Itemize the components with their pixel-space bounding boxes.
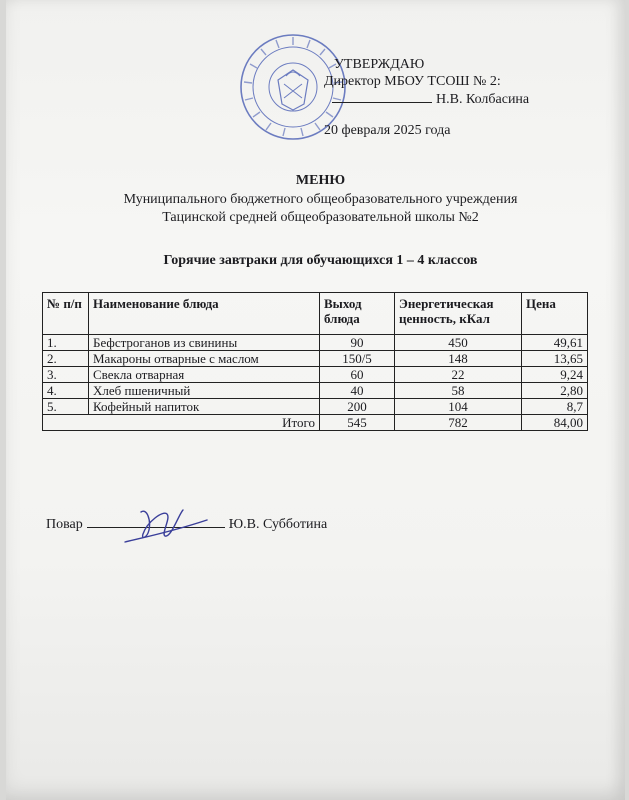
row-yield: 90 bbox=[320, 335, 395, 351]
approval-position: Директор МБОУ ТСОШ № 2: bbox=[324, 74, 501, 89]
row-yield: 40 bbox=[320, 383, 395, 399]
row-yield: 150/5 bbox=[320, 351, 395, 367]
table-total-row bbox=[43, 415, 588, 431]
row-number: 3. bbox=[43, 367, 89, 383]
total-energy: 782 bbox=[395, 415, 522, 431]
row-dish-name: Хлеб пшеничный bbox=[89, 383, 320, 399]
organization-line-1: Муниципального бюджетного общеобразовательного учреждения bbox=[123, 192, 518, 207]
row-yield: 60 bbox=[320, 367, 395, 383]
row-energy: 148 bbox=[395, 351, 522, 367]
row-energy: 58 bbox=[395, 383, 522, 399]
header-price: Цена bbox=[522, 293, 588, 335]
approval-block bbox=[324, 56, 529, 139]
row-energy: 450 bbox=[395, 335, 522, 351]
total-price: 84,00 bbox=[522, 415, 588, 431]
approval-title: УТВЕРЖДАЮ bbox=[334, 57, 425, 72]
header-number: № п/п bbox=[43, 293, 89, 335]
menu-subtitle: Горячие завтраки для обучающихся 1 – 4 классов bbox=[163, 253, 478, 268]
row-dish-name: Свекла отварная bbox=[89, 367, 320, 383]
row-price: 2,80 bbox=[522, 383, 588, 399]
row-dish-name: Бефстроганов из свинины bbox=[89, 335, 320, 351]
row-yield: 200 bbox=[320, 399, 395, 415]
row-number: 5. bbox=[43, 399, 89, 415]
table-row bbox=[43, 383, 588, 399]
header-energy: Энергетическая ценность, кКал bbox=[395, 293, 522, 335]
header-dish-name: Наименование блюда bbox=[89, 293, 320, 335]
approval-date: 20 февраля 2025 года bbox=[324, 123, 451, 138]
table-row bbox=[43, 351, 588, 367]
row-price: 8,7 bbox=[522, 399, 588, 415]
organization-line-2: Тацинской средней общеобразовательной школы №2 bbox=[162, 210, 479, 225]
row-price: 13,65 bbox=[522, 351, 588, 367]
cook-name: Ю.В. Субботина bbox=[228, 517, 328, 532]
row-price: 9,24 bbox=[522, 367, 588, 383]
approval-name-row bbox=[324, 90, 529, 108]
row-number: 4. bbox=[43, 383, 89, 399]
table-header-row bbox=[43, 293, 588, 335]
row-number: 2. bbox=[43, 351, 89, 367]
header-yield: Выход блюда bbox=[320, 293, 395, 335]
total-label: Итого bbox=[43, 415, 320, 431]
approval-signature-line bbox=[332, 90, 432, 103]
row-dish-name: Макароны отварные с маслом bbox=[89, 351, 320, 367]
cook-handwritten-signature bbox=[121, 500, 211, 550]
row-price: 49,61 bbox=[522, 335, 588, 351]
row-energy: 104 bbox=[395, 399, 522, 415]
approval-name: Н.В. Колбасина bbox=[436, 92, 530, 107]
cook-label: Повар bbox=[46, 517, 83, 532]
row-number: 1. bbox=[43, 335, 89, 351]
document-sheet bbox=[6, 0, 625, 800]
table-row bbox=[43, 399, 588, 415]
total-yield: 545 bbox=[320, 415, 395, 431]
row-energy: 22 bbox=[395, 367, 522, 383]
table-row bbox=[43, 335, 588, 351]
document-title: МЕНЮ bbox=[295, 173, 346, 188]
row-dish-name: Кофейный напиток bbox=[89, 399, 320, 415]
table-row bbox=[43, 367, 588, 383]
menu-table bbox=[42, 292, 588, 431]
